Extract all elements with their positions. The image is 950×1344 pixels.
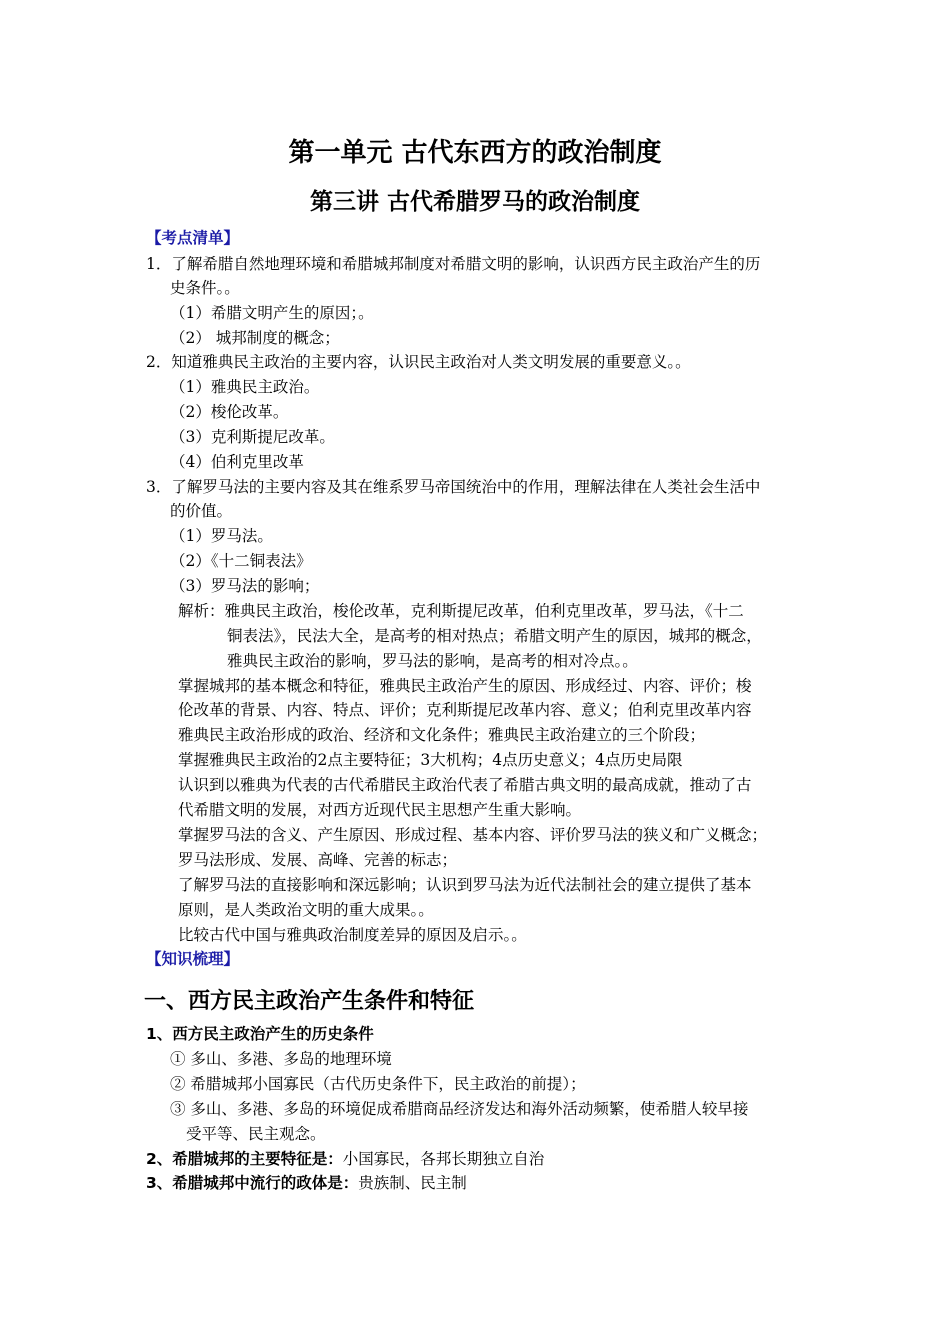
item-3-value: 贵族制、民主制 (358, 1174, 467, 1192)
section-tag-exam-points: 【考点清单】 (146, 228, 240, 247)
lecture-title: 第三讲 古代希腊罗马的政治制度 (309, 189, 640, 215)
list-item: ② 希腊城邦小国寡民（古代历史条件下，民主政治的前提）； (170, 1075, 586, 1093)
requirement-line: 代希腊文明的发展，对西方近现代民主思想产生重大影响。 (178, 801, 582, 819)
item-3-label: 3、希腊城邦中流行的政体是： (146, 1174, 359, 1192)
requirement-line: 掌握罗马法的含义、产生原因、形成过程、基本内容、评价罗马法的狭义和广义概念； (178, 826, 768, 844)
item-1-title: 1、西方民主政治产生的历史条件 (146, 1025, 374, 1043)
requirement-line: 雅典民主政治形成的政治、经济和文化条件；雅典民主政治建立的三个阶段； (178, 726, 706, 744)
list-item: （3）罗马法的影响； (170, 577, 320, 595)
list-item: 的价值。 (170, 502, 233, 520)
list-item: （3）克利斯提尼改革。 (170, 428, 335, 446)
requirement-line: 掌握城邦的基本概念和特征，雅典民主政治产生的原因、形成经过、内容、评价；梭 (178, 677, 752, 695)
list-item: （1）雅典民主政治。 (170, 378, 320, 396)
requirement-line: 伦改革的背景、内容、特点、评价；克利斯提尼改革内容、意义；伯利克里改革内容 (178, 701, 752, 719)
section-heading: 一、西方民主政治产生条件和特征 (144, 989, 475, 1014)
section-tag-knowledge: 【知识梳理】 (146, 949, 240, 968)
list-item: （2）梭伦改革。 (170, 403, 289, 421)
item-2-value: 小国寡民，各邦长期独立自治 (342, 1150, 545, 1168)
list-item: （2） 城邦制度的概念； (170, 329, 340, 347)
list-item: 受平等、民主观念。 (186, 1125, 326, 1143)
analysis-line: 雅典民主政治的影响，罗马法的影响，是高考的相对冷点。。 (227, 652, 638, 670)
requirement-line: 认识到以雅典为代表的古代希腊民主政治代表了希腊古典文明的最高成就，推动了古 (178, 776, 752, 794)
item-2 (146, 1149, 544, 1169)
requirement-line: 比较古代中国与雅典政治制度差异的原因及启示。。 (178, 926, 527, 944)
list-item: 史条件。。 (170, 279, 240, 297)
requirement-line: 原则，是人类政治文明的重大成果。。 (178, 901, 434, 919)
list-item: （4）伯利克里改革 (170, 453, 304, 471)
requirement-line: 罗马法形成、发展、高峰、完善的标志； (178, 851, 458, 869)
requirement-line: 掌握雅典民主政治的2点主要特征；3大机构；4点历史意义；4点历史局限 (178, 751, 683, 769)
analysis-line: 铜表法》，民法大全，是高考的相对热点；希腊文明产生的原因，城邦的概念， (227, 627, 762, 645)
unit-title: 第一单元 古代东西方的政治制度 (288, 138, 662, 168)
list-item: （2）《十二铜表法》 (170, 552, 312, 570)
list-item: 3．了解罗马法的主要内容及其在维系罗马帝国统治中的作用，理解法律在人类社会生活中 (146, 478, 761, 496)
item-2-label: 2、希腊城邦的主要特征是： (146, 1150, 343, 1168)
item-3 (146, 1173, 467, 1193)
analysis-line: 解析：雅典民主政治，梭伦改革，克利斯提尼改革，伯利克里改革，罗马法，《十二 (178, 602, 744, 620)
list-item: （1）希腊文明产生的原因；。 (170, 304, 374, 322)
list-item: ③ 多山、多港、多岛的环境促成希腊商品经济发达和海外活动频繁，使希腊人较早接 (170, 1100, 749, 1118)
list-item: 1．了解希腊自然地理环境和希腊城邦制度对希腊文明的影响，认识西方民主政治产生的历 (146, 255, 761, 273)
list-item: （1）罗马法。 (170, 527, 273, 545)
requirement-line: 了解罗马法的直接影响和深远影响；认识到罗马法为近代法制社会的建立提供了基本 (178, 876, 752, 894)
list-item: ① 多山、多港、多岛的地理环境 (170, 1050, 392, 1068)
list-item: 2．知道雅典民主政治的主要内容，认识民主政治对人类文明发展的重要意义。。 (146, 353, 691, 371)
